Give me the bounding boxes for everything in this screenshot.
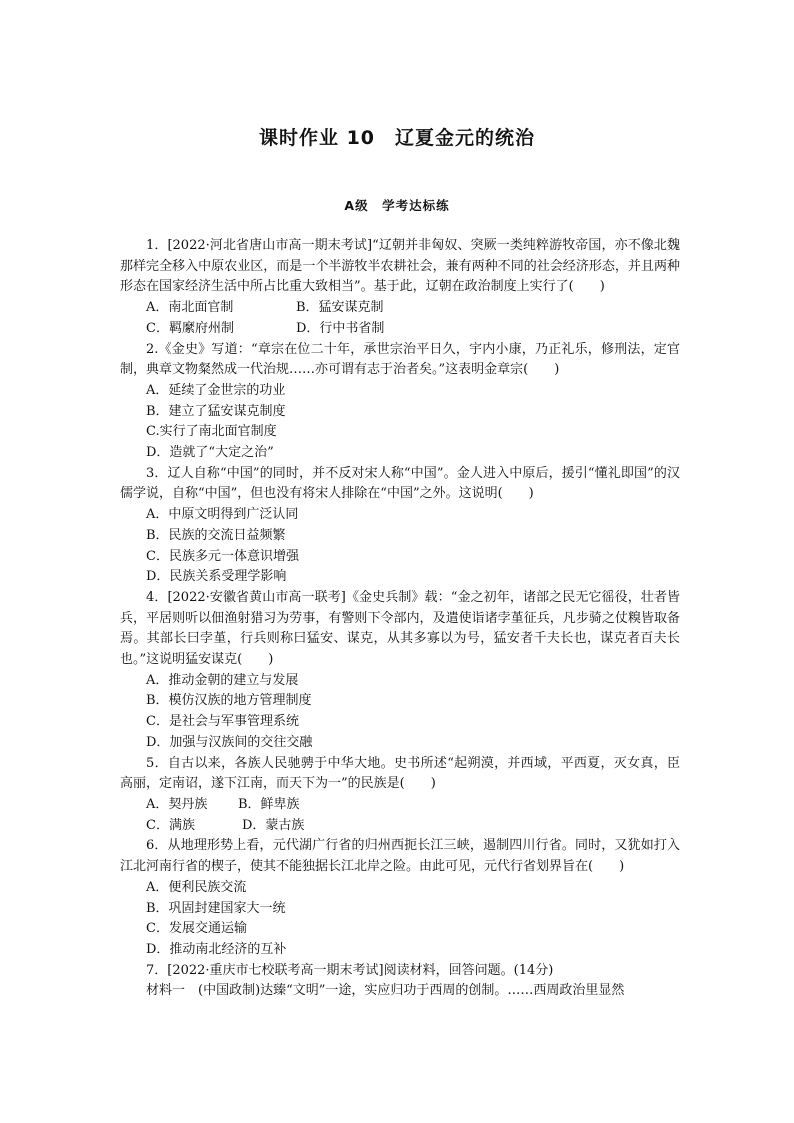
question-5-option-a: A．契丹族 [146, 796, 208, 812]
question-1-stem: 1．[2022·河北省唐山市高一期末考试]“辽朝并非匈奴、突厥一类纯粹游牧帝国，亦不像北魏那样完全移入中原农业区，而是一个半游牧半农耕社会，兼有两种不同的社会经济形态，并且两种形态在国家经济生活中所占比重大致相当”。基于此，辽朝在政治制度上实行了( ) [120, 238, 680, 295]
question-2-stem: 2.《金史》写道：“章宗在位二十年，承世宗治平日久，宇内小康，乃正礼乐，修刑法，定官制，典章文物粲然成一代治规……亦可谓有志于治者矣。”这表明金章宗( ) [120, 341, 680, 378]
question-1-option-c: C．羁縻府州制 [146, 320, 234, 336]
question-5-option-c: C．满族 [146, 817, 195, 833]
question-3-option-c: C．民族多元一体意识增强 [146, 548, 299, 564]
question-6-stem: 6．从地理形势上看，元代湖广行省的归州西扼长江三峡，遏制四川行省。同时，又犹如打入江北河南行省的楔子，使其不能独据长江北岸之险。由此可见，元代行省划界旨在( ) [120, 838, 680, 875]
question-6-option-b: B．巩固封建国家大一统 [146, 900, 286, 916]
question-list [120, 236, 680, 1002]
question-4-option-c: C．是社会与军事管理系统 [146, 714, 299, 730]
question-6-option-d: D．推动南北经济的互补 [146, 941, 287, 957]
question-2-option-c: C.实行了南北面官制度 [146, 424, 277, 440]
section-heading: A级 学考达标练 [344, 198, 450, 213]
question-5-options-row-1 [120, 795, 680, 816]
question-4-option-a: A．推动金朝的建立与发展 [146, 672, 299, 688]
question-3-option-b: B．民族的交流日益频繁 [146, 527, 286, 543]
question-4-option-d: D．加强与汉族间的交往交融 [146, 734, 313, 750]
question-7-stem: 7．[2022·重庆市七校联考高一期末考试]阅读材料，回答问题。(14分) [146, 962, 554, 978]
question-6-option-a: A．便利民族交流 [146, 879, 247, 895]
page-title: 课时作业 10 辽夏金元的统治 [258, 127, 536, 149]
question-3-option-a: A．中原文明得到广泛认同 [146, 507, 299, 523]
question-1-options-row-2 [120, 319, 680, 340]
question-5-option-d: D．蒙古族 [242, 817, 305, 833]
question-5-option-b: B．鲜卑族 [238, 796, 300, 812]
question-4-stem: 4．[2022·安徽省黄山市高一联考]《金史兵制》载：“金之初年，诸部之民无它徭役，壮者皆兵，平居则听以佃渔射猎习为劳事，有警则下令部内，及遣使诣诸孛堇征兵，凡步骑之仗糗皆取备焉。其部长曰孛堇，行兵则称曰猛安、谋克，从其多寡以为号，猛安者千夫长也，谋克者百夫长也。”这说明猛安谋克( ) [120, 589, 680, 668]
question-5-stem: 5．自古以来，各族人民驰骋于中华大地。史书所述“起朔漠，并西域，平西夏，灭女真，臣高丽，定南诏，遂下江南，而天下为一”的民族是( ) [120, 755, 680, 792]
question-3-option-d: D．民族关系受理学影响 [146, 569, 287, 585]
question-7-material-1: 材料一 (中国政制)达臻“文明”一途，实应归功于西周的创制。……西周政治里显然 [146, 983, 625, 999]
question-2-option-b: B．建立了猛安谋克制度 [146, 403, 286, 419]
question-1-option-a: A．南北面官制 [146, 300, 234, 316]
question-1-options-row-1 [120, 298, 680, 319]
question-3-stem: 3．辽人自称“中国”的同时，并不反对宋人称“中国”。金人进入中原后，援引“懂礼即国”的汉儒学说，自称“中国”，但也没有将宋人排除在“中国”之外。这说明( ) [120, 465, 680, 502]
question-1-option-b: B．猛安谋克制 [296, 300, 384, 316]
question-2-option-d: D．造就了“大定之治” [146, 445, 274, 461]
question-5-options-row-2 [120, 816, 680, 837]
question-4-option-b: B．模仿汉族的地方管理制度 [146, 693, 312, 709]
question-1-option-d: D．行中书省制 [296, 320, 385, 336]
question-6-option-c: C．发展交通运输 [146, 921, 247, 937]
question-2-option-a: A．延续了金世宗的功业 [146, 382, 286, 398]
